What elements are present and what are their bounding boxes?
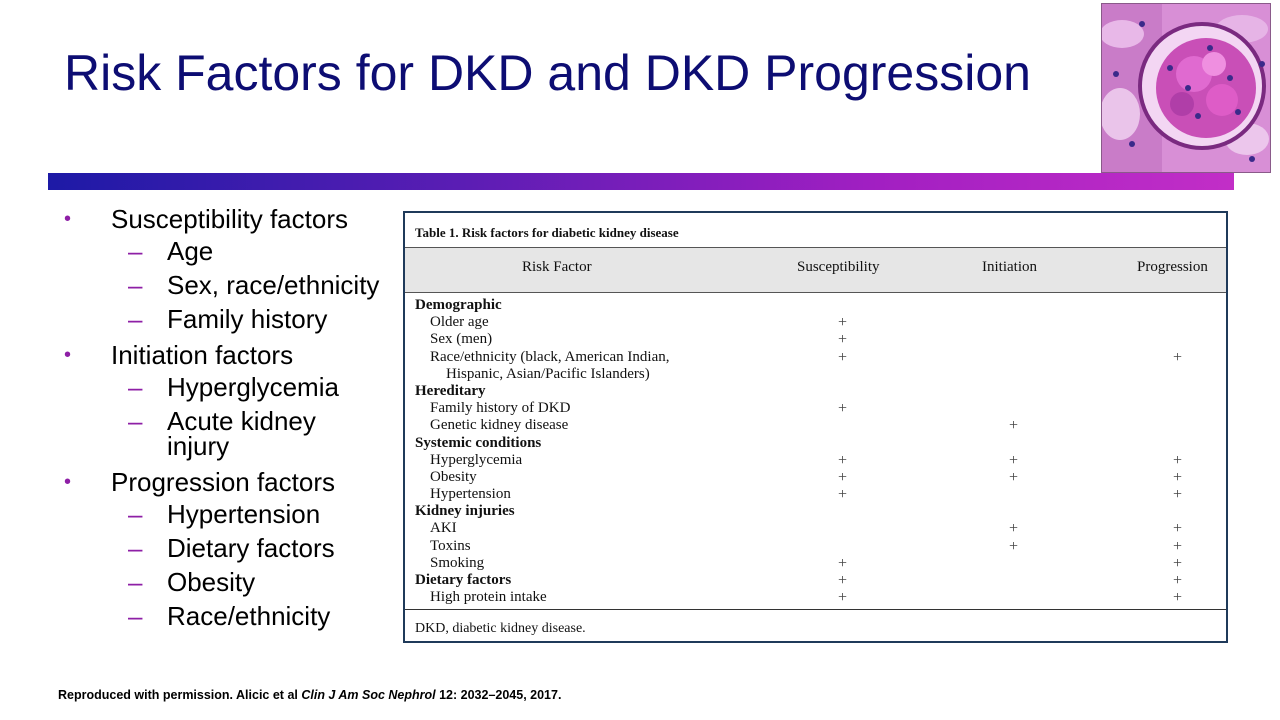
sub-bullet-text: Hypertension — [167, 499, 321, 529]
sub-bullet-item — [62, 499, 382, 529]
sub-bullet-marker: – — [128, 236, 143, 266]
table-group-row — [405, 383, 1226, 400]
bullet-item — [62, 468, 382, 496]
row-label: Hypertension — [430, 486, 511, 503]
susceptibility-mark: + — [838, 348, 848, 366]
progression-mark: + — [1173, 486, 1183, 504]
bullet-list — [62, 205, 382, 638]
row-label: Kidney injuries — [415, 503, 515, 520]
sub-bullet-item — [62, 601, 382, 631]
table-group-row — [405, 572, 1226, 589]
sub-bullet-text: Age — [167, 236, 214, 266]
sub-bullet-text: Race/ethnicity — [167, 601, 331, 631]
sub-bullet-text: Dietary factors — [167, 533, 335, 563]
progression-mark: + — [1173, 537, 1183, 555]
sub-bullet-item — [62, 533, 382, 563]
bullet-item — [62, 205, 382, 233]
row-label: Older age — [430, 314, 489, 331]
sub-bullet-marker: – — [128, 567, 143, 597]
table-group-row — [405, 435, 1226, 452]
susceptibility-mark: + — [838, 589, 848, 607]
table-row — [405, 555, 1226, 572]
table-row — [405, 589, 1226, 606]
susceptibility-mark: + — [838, 451, 848, 469]
sub-bullet-item — [62, 567, 382, 597]
row-label: Hispanic, Asian/Pacific Islanders) — [446, 365, 650, 382]
table-footnote: DKD, diabetic kidney disease. — [415, 621, 586, 636]
row-label: Family history of DKD — [430, 400, 571, 417]
histology-image — [1101, 3, 1271, 173]
citation-suffix: 12: 2032–2045, 2017. — [435, 688, 562, 702]
susceptibility-mark: + — [838, 400, 848, 418]
table-row — [405, 417, 1226, 434]
slide-title: Risk Factors for DKD and DKD Progression — [64, 45, 1031, 101]
row-label: Systemic conditions — [415, 434, 542, 451]
row-label: Sex (men) — [430, 331, 493, 348]
initiation-mark: + — [1009, 451, 1019, 469]
column-header-progression: Progression — [1137, 259, 1208, 275]
susceptibility-mark: + — [838, 572, 848, 589]
progression-mark: + — [1173, 520, 1183, 538]
title-divider-bar — [48, 173, 1234, 190]
sub-bullet-marker: – — [128, 601, 143, 631]
sub-bullet-marker: – — [128, 406, 143, 436]
bullet-item — [62, 341, 382, 369]
initiation-mark: + — [1009, 537, 1019, 555]
row-label: AKI — [430, 520, 457, 537]
progression-mark: + — [1173, 348, 1183, 366]
table-row — [405, 538, 1226, 555]
column-header-initiation: Initiation — [982, 259, 1037, 275]
sub-bullet-item — [62, 270, 382, 300]
row-label: Smoking — [430, 554, 485, 571]
row-label: Toxins — [430, 537, 471, 554]
progression-mark: + — [1173, 589, 1183, 607]
sub-bullet-text: Hyperglycemia — [167, 372, 339, 402]
table-caption: Table 1. Risk factors for diabetic kidney disease — [415, 225, 679, 240]
initiation-mark: + — [1009, 468, 1019, 486]
initiation-mark: + — [1009, 417, 1019, 435]
sub-bullet-item — [62, 304, 382, 334]
table-row — [405, 520, 1226, 537]
table-body — [405, 297, 1226, 606]
table-row — [405, 349, 1226, 366]
sub-bullet-marker: – — [128, 533, 143, 563]
progression-mark: + — [1173, 554, 1183, 572]
sub-bullet-marker: – — [128, 270, 143, 300]
table-header — [405, 247, 1226, 293]
sub-bullet-marker: – — [128, 499, 143, 529]
table-row — [405, 486, 1226, 503]
table-row — [405, 366, 1226, 383]
table-group-row — [405, 503, 1226, 520]
table-footer-divider — [405, 609, 1226, 610]
progression-mark: + — [1173, 468, 1183, 486]
row-label: Hyperglycemia — [430, 451, 523, 468]
citation-prefix: Reproduced with permission. Alicic et al — [58, 688, 302, 702]
sub-bullet-item — [62, 372, 382, 402]
risk-factor-table — [403, 211, 1228, 643]
table-row — [405, 314, 1226, 331]
table-row — [405, 331, 1226, 348]
row-label: Genetic kidney disease — [430, 417, 569, 434]
glomerulus-micrograph — [1102, 4, 1270, 172]
bullet-text: Susceptibility factors — [111, 204, 348, 234]
sub-bullet-item — [62, 236, 382, 266]
column-header-risk-factor: Risk Factor — [522, 259, 592, 275]
sub-bullet-marker: – — [128, 372, 143, 402]
table-row — [405, 452, 1226, 469]
progression-mark: + — [1173, 451, 1183, 469]
susceptibility-mark: + — [838, 314, 848, 332]
row-label: Hereditary — [415, 382, 486, 399]
bullet-text: Progression factors — [111, 467, 335, 497]
susceptibility-mark: + — [838, 331, 848, 349]
susceptibility-mark: + — [838, 468, 848, 486]
susceptibility-mark: + — [838, 486, 848, 504]
row-label: Dietary factors — [415, 572, 512, 588]
sub-bullet-text: Obesity — [167, 567, 256, 597]
sub-bullet-text: Acute kidney injury — [167, 406, 316, 461]
row-label: Obesity — [430, 468, 477, 485]
sub-bullet-text: Family history — [167, 304, 328, 334]
sub-bullet-item — [62, 406, 382, 461]
bullet-marker: • — [64, 208, 72, 230]
sub-bullet-marker: – — [128, 304, 143, 334]
initiation-mark: + — [1009, 520, 1019, 538]
row-label: Demographic — [415, 297, 502, 313]
progression-mark: + — [1173, 572, 1183, 589]
table-row — [405, 400, 1226, 417]
sub-bullet-text: Sex, race/ethnicity — [167, 270, 380, 300]
bullet-marker: • — [64, 344, 72, 366]
bullet-marker: • — [64, 471, 72, 493]
row-label: High protein intake — [430, 589, 547, 606]
row-label: Race/ethnicity (black, American Indian, — [430, 348, 670, 365]
citation — [58, 688, 561, 702]
bullet-text: Initiation factors — [111, 340, 294, 370]
citation-journal: Clin J Am Soc Nephrol — [301, 688, 436, 702]
table-group-row — [405, 297, 1226, 314]
column-header-susceptibility: Susceptibility — [797, 259, 880, 275]
susceptibility-mark: + — [838, 554, 848, 572]
table-row — [405, 469, 1226, 486]
